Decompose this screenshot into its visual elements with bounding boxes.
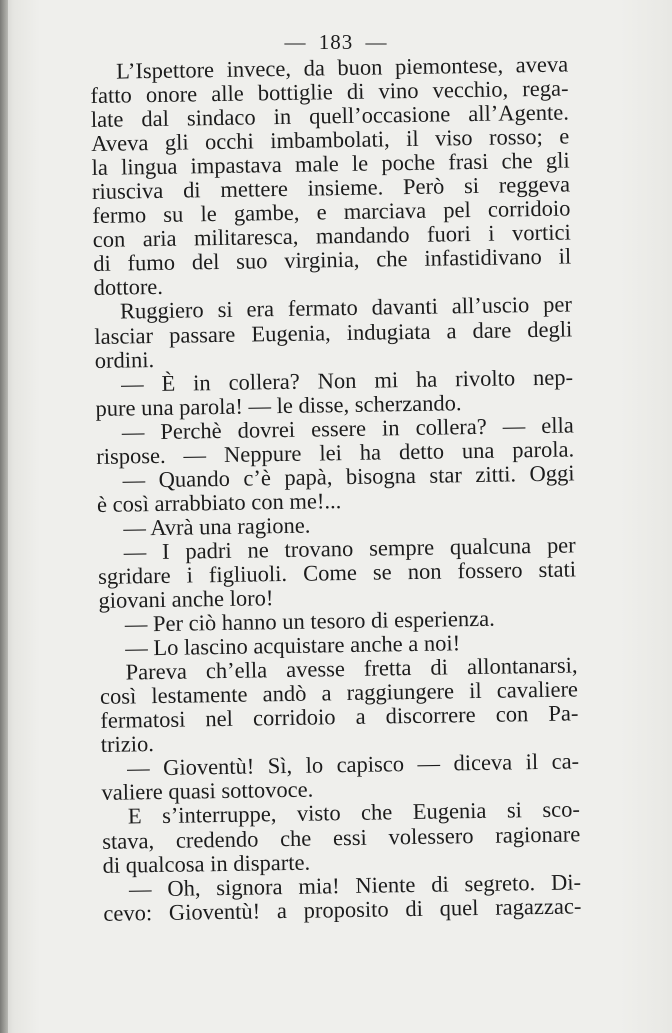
text-line: fermo su le gambe, e marciava pel corridoio: [92, 195, 571, 229]
text-line: — Lo lascino acquistare anche a noi!: [125, 630, 461, 661]
page-number: 183: [318, 30, 354, 54]
text-line: Ruggiero si era fermato davanti all’uscio per: [119, 291, 573, 325]
page-number-header: [0, 30, 672, 55]
text-line: — Quando c’è papà, bisogna star zitti. Oggi: [122, 460, 575, 493]
text-line: sgridare i figliuoli. Come se non fossero stati: [97, 556, 577, 589]
text-line: — Per ciò hanno un tesoro di esperienza.: [124, 605, 495, 637]
text-line: la lingua impastava male le poche frasi che gli: [91, 147, 570, 181]
body-text: [90, 52, 582, 925]
text-line: cevo: Gioventù! a proposito di quel ragazzac-: [103, 893, 582, 926]
text-line: late dal sindaco in quell’occasione all’Agente.: [90, 99, 570, 133]
folio-dash-right: —: [365, 30, 388, 54]
text-line: L’Ispettore invece, da buon piemontese, aveva: [115, 51, 569, 84]
text-line: Pareva ch’ella avesse fretta di allontanarsi,: [125, 652, 578, 685]
text-line: così lestamente andò a raggiungere il cavaliere: [99, 676, 579, 710]
text-line: valiere quasi sottovoce.: [101, 776, 314, 806]
text-line: E s’interruppe, visto che Eugenia si sco-: [127, 796, 581, 829]
text-line: — È in collera? Non mi ha rivolto nep-: [120, 364, 574, 397]
text-line: trizio.: [100, 731, 155, 758]
folio-dash-left: —: [284, 30, 307, 54]
text-line: giovani anche loro!: [98, 585, 274, 613]
text-line: di qualcosa in disparte.: [102, 849, 311, 878]
text-line: riusciva di mettere insieme. Però si reggeva: [91, 171, 571, 205]
text-line: — Gioventù! Sì, lo capisco — diceva il ca-: [126, 748, 580, 781]
text-line: — Perchè dovrei essere in collera? — ella: [121, 412, 574, 445]
text-line: è così arrabbiato con me!...: [96, 487, 342, 517]
text-line: di fumo del suo virginia, che infastidivano il: [93, 243, 572, 277]
text-line: lasciar passare Eugenia, indugiata a dare degli: [94, 315, 573, 349]
text-line: rispose. — Neppure lei ha detto una parola.: [96, 436, 575, 469]
text-line: dottore.: [93, 274, 164, 301]
text-line: fatto onore alle bottiglie di vino vecchio, rega-: [90, 75, 569, 109]
text-line: — Oh, signora mia! Niente di segreto. Di-: [128, 868, 582, 902]
text-line: — Avrà una ragione.: [123, 512, 311, 541]
text-line: con aria militaresca, mandando fuori i vortici: [92, 219, 571, 253]
page-spine-shadow: [0, 0, 8, 1033]
text-line: Aveva gli occhi imbambolati, il viso rosso; e: [91, 123, 570, 157]
text-line: fermatosi nel corridoio a discorrere con Pa-: [100, 700, 579, 734]
text-line: pure una parola! — le disse, scherzando.: [95, 389, 462, 421]
text-line: stava, credendo che essi volessero ragionare: [102, 820, 581, 854]
text-line: — I padri ne trovano sempre qualcuna per: [123, 532, 576, 565]
text-line: ordini.: [94, 346, 155, 373]
